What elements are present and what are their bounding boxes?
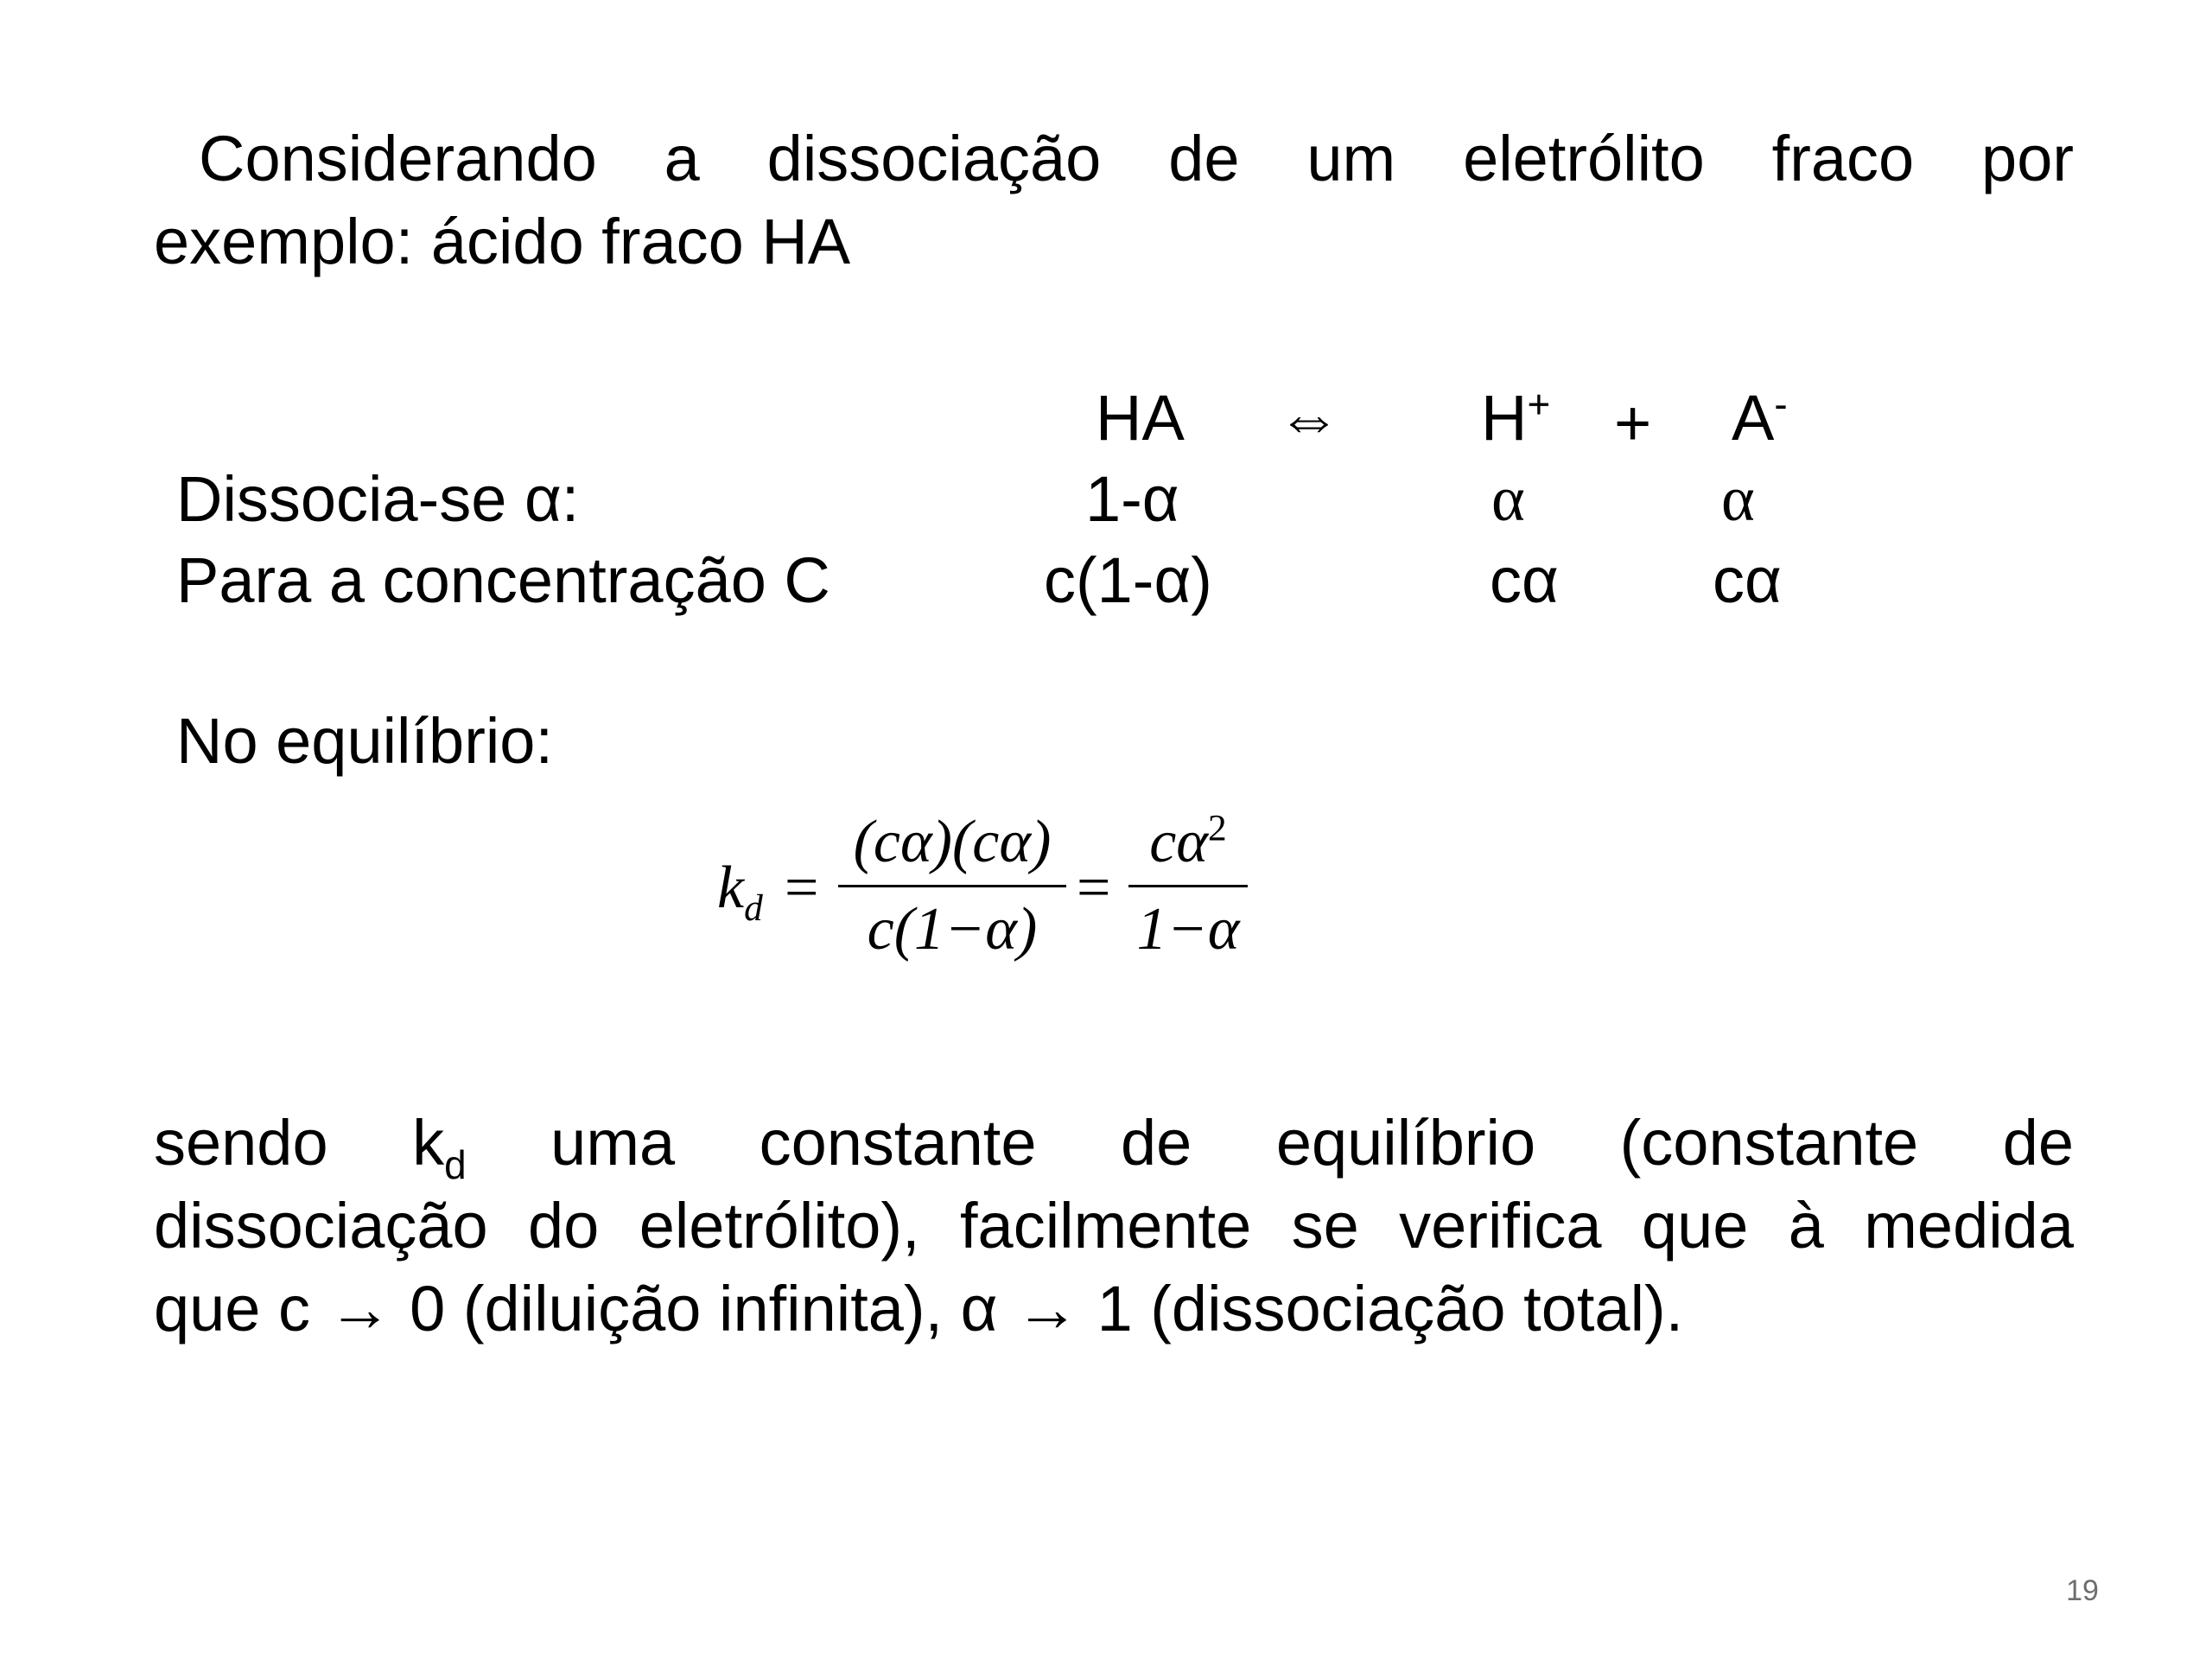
reaction-reactant: HA: [1096, 382, 1185, 454]
row-concentration-a: cα: [1713, 544, 1782, 616]
kd-k: k: [717, 855, 745, 921]
fraction-1: [838, 804, 1066, 969]
equals-sign-2: =: [1077, 855, 1111, 921]
reaction-anion: [1732, 377, 1788, 460]
fraction-2-bar: [1128, 885, 1248, 887]
intro-paragraph: [154, 118, 2074, 283]
fraction-2-numerator-base: cα: [1149, 809, 1209, 875]
kd-symbol: [717, 854, 763, 929]
conclusion-line-3: que c → 0 (diluição infinita), α → 1 (dissociação total).: [154, 1273, 1684, 1344]
fraction-2: [1128, 804, 1248, 969]
conclusion-line-1-rest: uma constante de equilíbrio (constante de: [466, 1107, 2074, 1179]
conclusion-line-2: dissociação do eletrólito), facilmente se verifica que à medida: [154, 1190, 2074, 1262]
equilibrium-label: No equilíbrio:: [176, 705, 554, 777]
fraction-1-denominator: c(1−α): [867, 896, 1038, 963]
row-concentration-h: cα: [1490, 544, 1559, 616]
fraction-1-bar: [838, 885, 1066, 887]
conclusion-paragraph: [154, 1102, 2074, 1351]
reaction-cation: [1481, 377, 1550, 460]
conclusion-kd-sub: d: [444, 1141, 467, 1187]
equals-sign-1: =: [785, 855, 819, 921]
kd-sub: d: [744, 887, 763, 929]
row-dissociation-a: α: [1721, 464, 1755, 535]
conclusion-line-1: [154, 1102, 2074, 1185]
cation-charge: +: [1527, 381, 1551, 427]
fraction-1-numerator: (cα)(cα): [853, 809, 1052, 875]
row-dissociation-label: Dissocia-se α:: [176, 463, 580, 535]
row-concentration-ha: c(1-α): [1044, 544, 1212, 616]
intro-line-1: Considerando a dissociação de um eletrólito fraco por: [199, 123, 2074, 194]
row-dissociation-h: α: [1491, 464, 1525, 535]
intro-line-2: exemplo: ácido fraco HA: [154, 206, 851, 277]
anion-charge: -: [1774, 381, 1788, 427]
fraction-2-numerator: [1128, 804, 1248, 881]
row-concentration-label: Para a concentração C: [176, 544, 830, 616]
fraction-2-exponent: 2: [1208, 807, 1227, 849]
fraction-2-denominator: 1−α: [1136, 896, 1240, 963]
row-dissociation-ha: 1-α: [1085, 463, 1179, 535]
page-number: 19: [2066, 1574, 2099, 1607]
anion-symbol: A: [1732, 382, 1775, 454]
equilibrium-arrow: ⇔: [1277, 382, 1341, 454]
reaction-plus: +: [1614, 387, 1652, 459]
cation-symbol: H: [1481, 382, 1528, 454]
conclusion-kd-text: sendo k: [154, 1107, 445, 1179]
